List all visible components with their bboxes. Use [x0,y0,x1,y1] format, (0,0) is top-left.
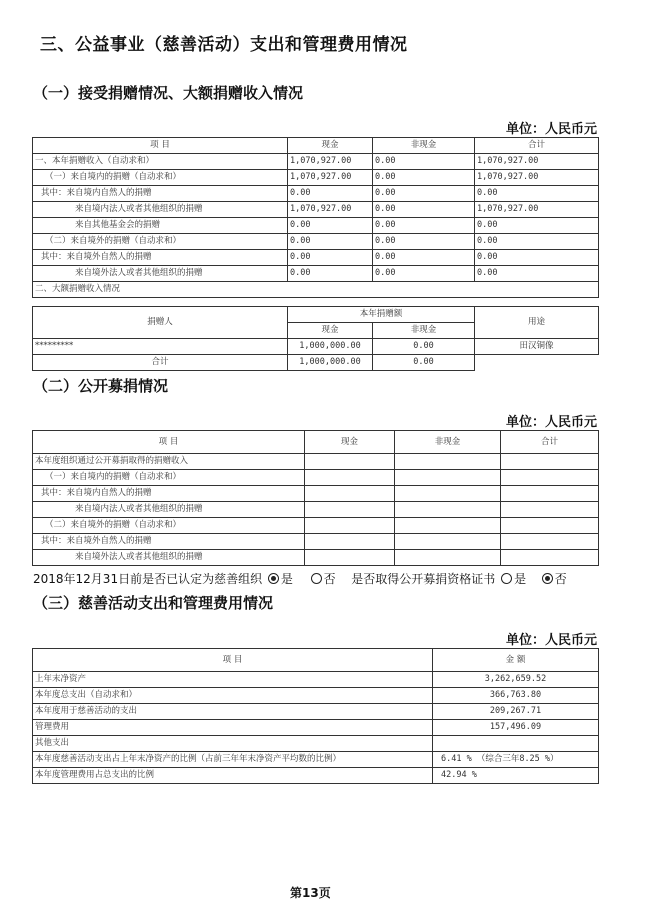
use-cell: 田汉铜像 [475,339,599,355]
fundraising-no-radio[interactable] [542,573,553,584]
row-label: 来自境外法人或者其他组织的捐赠 [33,550,305,566]
cash-cell: 1,070,927.00 [288,170,373,186]
section-3-heading: （三）慈善活动支出和管理费用情况 [33,594,274,612]
row-label: （一）来自境内的捐赠（自动求和） [33,170,288,186]
total-cell: 0.00 [475,218,599,234]
table-header-row [33,649,599,672]
row-label: 一、本年捐赠收入（自动求和） [33,154,288,170]
noncash-cell [395,550,501,566]
table-row [33,768,599,784]
total-cell: 0.00 [475,266,599,282]
cash-cell: 0.00 [288,266,373,282]
charity-expense-table [32,648,599,784]
total-cell: 0.00 [475,250,599,266]
cash-cell [305,454,395,470]
section-2-heading: （二）公开募捐情况 [33,377,169,395]
use-header: 用途 [475,307,599,339]
total-cell [501,470,599,486]
total-label: 合计 [33,355,288,371]
total-cell: 0.00 [475,186,599,202]
row-label: 上年末净资产 [33,672,433,688]
fundraising-no-label: 否 [554,572,567,586]
noncash-cell: 0.00 [373,186,475,202]
table-row [33,720,599,736]
noncash-cell [395,470,501,486]
cash-cell [305,486,395,502]
noncash-cell [395,486,501,502]
page-number: 第13页 [290,886,331,900]
row-label: 来自境外法人或者其他组织的捐赠 [33,266,288,282]
fundraising-question: 是否取得公开募捐资格证书 [351,572,496,586]
total-cell [501,518,599,534]
row-label: 其中：来自境内自然人的捐赠 [33,186,288,202]
charity-question: 2018年12月31日前是否已认定为慈善组织 [33,572,263,586]
cash-cell: 1,070,927.00 [288,202,373,218]
charity-yes-label: 是 [280,572,293,586]
table-row [33,704,599,720]
amount-cell [433,736,599,752]
amount-cell: 209,267.71 [433,704,599,720]
large-donation-table [32,306,599,355]
cash-cell [305,470,395,486]
fundraising-yes-label: 是 [514,572,527,586]
table-row [33,688,599,704]
total-cell [501,502,599,518]
row-label: 本年度慈善活动支出占上年末净资产的比例（占前三年年末净资产平均数的比例） [33,752,433,768]
table-row [33,339,599,355]
noncash-cell: 0.00 [373,234,475,250]
noncash-cell [395,534,501,550]
total-cell: 1,070,927.00 [475,202,599,218]
row-label: 其中：来自境内自然人的捐赠 [33,486,305,502]
noncash-cell [395,518,501,534]
total-cell [501,534,599,550]
header-total: 合计 [501,431,599,454]
charity-no-radio[interactable] [311,573,322,584]
total-cell: 0.00 [475,234,599,250]
row-label: 其中：来自境外自然人的捐赠 [33,250,288,266]
header-cash: 现金 [305,431,395,454]
table-row [33,266,599,282]
noncash-cell: 0.00 [373,218,475,234]
table-row [33,550,599,566]
section-1-unit: 单位：人民币元 [506,122,598,137]
table-row [33,486,599,502]
page-title: 三、公益事业（慈善活动）支出和管理费用情况 [40,35,408,55]
total-cell: 1,070,927.00 [475,170,599,186]
row-label: 来自境内法人或者其他组织的捐赠 [33,202,288,218]
total-cell: 1,070,927.00 [475,154,599,170]
table-row [33,218,599,234]
amount-header: 本年捐赠额 [288,307,475,323]
header-item: 项 目 [33,649,433,672]
cash-cell [305,550,395,566]
row-label: 本年度组织通过公开募捐取得的捐赠收入 [33,454,305,470]
amount-cell: 3,262,659.52 [433,672,599,688]
table-row [33,534,599,550]
row-label: （二）来自境外的捐赠（自动求和） [33,518,305,534]
header-noncash: 非现金 [395,431,501,454]
header-amount: 金 额 [433,649,599,672]
header-total: 合计 [475,138,599,154]
row-label: （二）来自境外的捐赠（自动求和） [33,234,288,250]
amount-cell: 6.41 % （综合三年8.25 %） [433,752,599,768]
qualification-options [33,570,567,587]
table-row [33,170,599,186]
noncash-cell: 0.00 [373,266,475,282]
table-row [33,154,599,170]
total-cell [501,454,599,470]
donation-table [32,137,599,298]
table-row [33,454,599,470]
table-row [33,470,599,486]
total-cash: 1,000,000.00 [288,355,373,371]
row-label: 其他支出 [33,736,433,752]
table-row [33,250,599,266]
noncash-cell [395,454,501,470]
noncash-cell: 0.00 [373,202,475,218]
noncash-cell: 0.00 [373,339,475,355]
table-row [33,355,475,371]
table-row [33,752,599,768]
table-row [33,736,599,752]
fundraising-yes-radio[interactable] [501,573,512,584]
total-cell [501,486,599,502]
large-donation-total [32,354,475,371]
row-label: 管理费用 [33,720,433,736]
noncash-header: 非现金 [373,323,475,339]
total-cell [501,550,599,566]
cash-cell: 0.00 [288,218,373,234]
header-item: 项 目 [33,431,305,454]
cash-cell: 0.00 [288,250,373,266]
charity-no-label: 否 [323,572,336,586]
total-noncash: 0.00 [373,355,475,371]
cash-cell [305,502,395,518]
row-label: 其中：来自境外自然人的捐赠 [33,534,305,550]
table-row [33,202,599,218]
table-header-row [33,431,599,454]
table-row [33,186,599,202]
row-label: 本年度总支出（自动求和） [33,688,433,704]
large-donation-label: 二、大额捐赠收入情况 [33,282,599,298]
section-2-unit: 单位：人民币元 [506,415,598,430]
amount-cell: 42.94 % [433,768,599,784]
header-noncash: 非现金 [373,138,475,154]
table-row [33,502,599,518]
cash-cell: 1,000,000.00 [288,339,373,355]
section-1-heading: （一）接受捐赠情况、大额捐赠收入情况 [33,84,304,102]
header-cash: 现金 [288,138,373,154]
table-header-row [33,138,599,154]
row-label: 来自境内法人或者其他组织的捐赠 [33,502,305,518]
amount-cell: 157,496.09 [433,720,599,736]
cash-cell [305,534,395,550]
row-label: 本年度管理费用占总支出的比例 [33,768,433,784]
table-row [33,518,599,534]
table-row [33,234,599,250]
table-row [33,307,599,323]
public-fundraising-table [32,430,599,566]
table-row [33,282,599,298]
noncash-cell: 0.00 [373,170,475,186]
amount-cell: 366,763.80 [433,688,599,704]
table-row [33,672,599,688]
cash-header: 现金 [288,323,373,339]
row-label: 来自其他基金会的捐赠 [33,218,288,234]
cash-cell: 0.00 [288,186,373,202]
donor-header: 捐赠人 [33,307,288,339]
cash-cell: 1,070,927.00 [288,154,373,170]
donor-name: ********* [33,339,288,355]
charity-yes-radio[interactable] [268,573,279,584]
cash-cell [305,518,395,534]
noncash-cell: 0.00 [373,250,475,266]
noncash-cell [395,502,501,518]
section-3-unit: 单位：人民币元 [506,633,598,648]
row-label: 本年度用于慈善活动的支出 [33,704,433,720]
noncash-cell: 0.00 [373,154,475,170]
cash-cell: 0.00 [288,234,373,250]
header-item: 项 目 [33,138,288,154]
row-label: （一）来自境内的捐赠（自动求和） [33,470,305,486]
